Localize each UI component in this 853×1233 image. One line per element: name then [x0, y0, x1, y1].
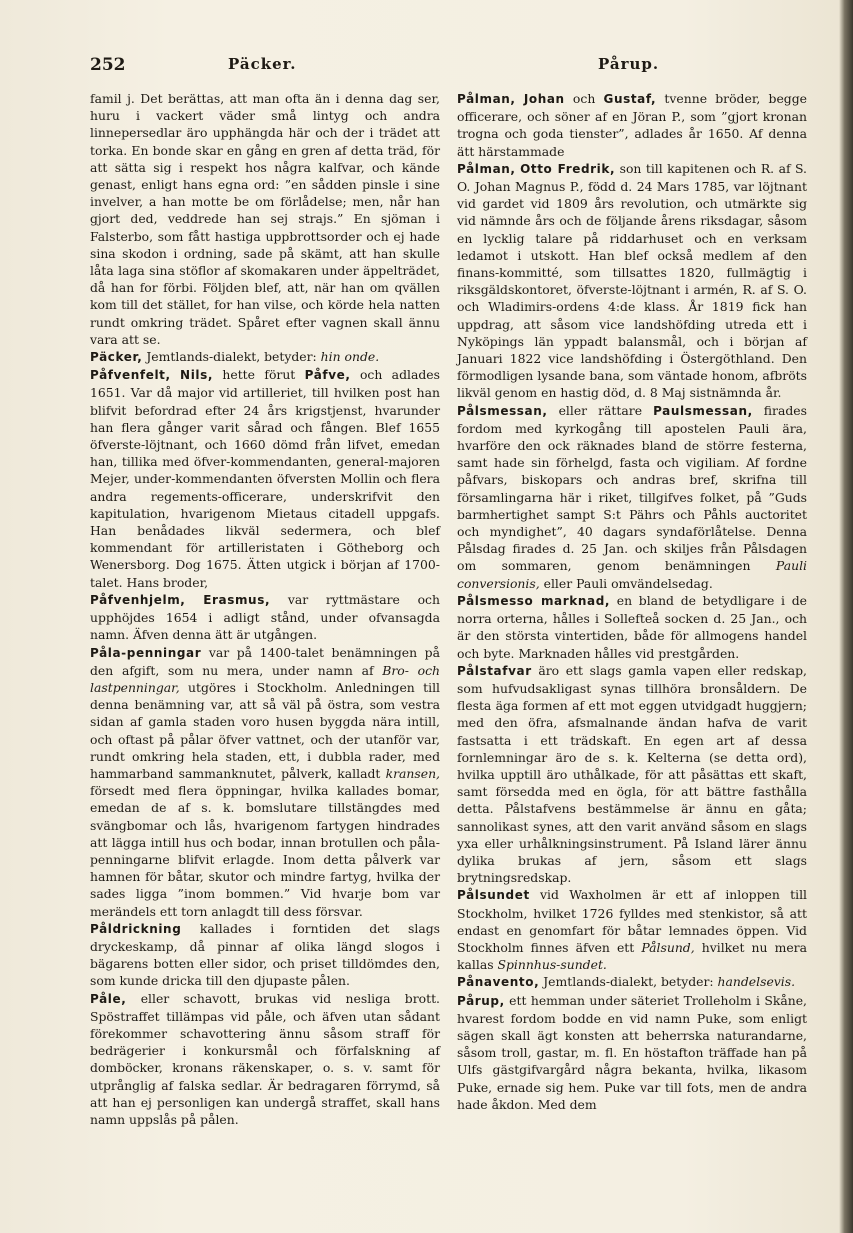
headword: Påfve,: [304, 368, 351, 383]
entry-palsundet: Pålsundet vid Waxholmen är ett af inloppen till Stockholm, hvilket 1726 fylldes med stenkistor, så att endast en genomfart för båtar lemnades öppen. Vid Stockholm finnes äfven ett Pålsund, hvilket nu mera kallas Spinnhus-sundet.: [457, 887, 807, 973]
running-head-left: Päcker.: [228, 55, 297, 73]
entry-palman-johan-gustaf: Pålman, Johan och Gustaf, tvenne bröder, begge officerare, och söner af en Jöran P., som ”gjort kronan trogna och goda tienster”, adlades år 1650. Af denna ätt härstammade: [457, 91, 807, 159]
headword: Pålsundet: [457, 888, 530, 903]
entry-palman-otto-fredrik: Pålman, Otto Fredrik, son till kapitenen och R. af S. O. Johan Magnus P., född d. 24 Mars 1785, var löjtnant vid gardet vid 1809 års revolution, och utmärkte sig vid nämnde års och de följande årens riksdagar, såsom en lycklig talare på riddarhuset och en verksam ledamot i utskott. Han blef också medlem af den finans-kommitté, som tillsattes 1820, fullmägtig i riksgäldskontoret, öfverste-löjtnant i armén, R. af S. O. och Wladimirs-ordens 4:de klass. År 1819 fick han uppdrag, att såsom vice landshöfding utreda ett i Nyköpings län yppadt balansmål, och i början af Januari 1822 vice landshöfding i Östergöthland. Den förmodligen lysande bana, som väntade honom, afbröts likväl genom en hastig död, d. 8 Maj sistnämnda år.: [457, 160, 807, 401]
left-column: [90, 90, 440, 1128]
entry-pale: Påle, eller schavott, brukas vid nesliga brott. Spöstraffet tillämpas vid påle, och äfven utan sådant förekommer schavottering ännu såsom straff för bedrägerier i konkursmål och förfalskning af domböcker, kronans räkenskaper, o. s. v. samt för utprånglig af falska sedlar. Är bedragaren förrymd, så att han ej personligen kan undergå straffet, skall hans namn uppslås på pålen.: [90, 990, 440, 1127]
entry-pafvenhjelm: Påfvenhjelm, Erasmus, var ryttmästare och upphöjdes 1654 i adligt stånd, under ofvansagda namn. Äfven denna ätt är utgången.: [90, 591, 440, 643]
entry-palsmessan: Pålsmessan, eller rättare Paulsmessan, firades fordom med kyrkogång till apostelen Pauli ära, hvarföre den ock räknades bland de större festerna, samt hade sin förhelgd, fasta och vigiliam. Af fordne påfvars, biskopars och andras bref, skrifna till församlingarna här i riket, tillgifves folket, på ”Guds barmhertighet sampt S:t Pährs och Påhls auctoritet och myndighet”, 40 dagars syndaförlåtelse. Denna Pålsdag firades d. 25 Jan. och skiljes från Pålsdagen om sommaren, genom benämningen Pauli conversionis, eller Pauli omvändelsedag.: [457, 402, 807, 591]
headword: Johan: [523, 92, 565, 106]
headword: Pålman,: [457, 161, 516, 176]
entry-pala-penningar: Påla-penningar var på 1400-talet benämningen på den afgift, som nu mera, under namn af Bro- och lastpenningar, utgöres i Stockholm. Anledningen till denna benämning var, att så väl på östra, som vestra sidan af gamla staden voro husen byggda nära intill, och oftast på pålar öfver vattnet, och der utanför var, rundt omkring hela staden, ett, i dubbla rader, med hammarband sammanknutet, pålverk, kalladt kransen, försedt med flera öppningar, hvilka kallades bomar, emedan de af s. k. bomslutare tillstängdes med svängbomar och lås, hvarigenom fartygen hindrades att lägga intill hus och bodar, innan brotullen och påla-penningarne blifvit erlagde. Inom detta pålverk var hamnen för båtar, skutor och mindre fartyg, hvilka der sades ligga ”inom bommen.” Vid hvarje bom var merändels ett torn anlagdt till dess försvar.: [90, 644, 440, 919]
headword: Pårup,: [457, 993, 505, 1008]
entry-paldrickning: Påldrickning kallades i forntiden det slags dryckeskamp, då pinnar af olika längd slogos i bägarens botten eller sidor, och priset tilldömdes den, som kunde dricka till den djupaste pålen.: [90, 920, 440, 989]
entry-panavento: Pånavento, Jemtlands-dialekt, betyder: handelsevis.: [457, 974, 796, 990]
headword: Påfvenfelt,: [90, 368, 171, 383]
entry-palsmesso-marknad: Pålsmesso marknad, en bland de betydligare i de norra orterna, hålles i Sollefteå socken d. 25 Jan., och är den största vintertiden, både för allmogens handel och byte. Marknaden hålles vid prestgården.: [457, 592, 807, 661]
headword: Pålsmessan,: [457, 403, 548, 418]
headword: Nils,: [180, 368, 214, 383]
headword: Otto Fredrik,: [520, 161, 616, 176]
page-number: 252: [90, 55, 126, 75]
running-head-right: Pårup.: [598, 55, 660, 73]
headword: Påle,: [90, 991, 127, 1006]
right-column: [457, 90, 807, 1113]
headword: Erasmus,: [203, 592, 271, 607]
headword: Pålstafvar: [457, 663, 532, 678]
entry-palstafvar: Pålstafvar äro ett slags gamla vapen eller redskap, som hufvudsakligast synas tillhöra bronsåldern. De flesta äga formen af ett mot eggen utvidgadt huggjern; med den öfra, afsmalnande ändan hafva de varit fastsatta i ett trädskaft. En egen art af dessa fornlemningar äro de s. k. Kelterna (se detta ord), hvilka upptill äro uthålkade, för att påsättas ett skaft, samt försedda med en ögla, för att bättre fasthålla detta. Pålstafvens bestämmelse är ännu en gåta; sannolikast synes, att den varit använd såsom en slags yxa eller urhålkningsinstrument. På Island lärer ännu dylika brukas af jern, såsom ett slags brytningsredskap.: [457, 662, 807, 886]
headword: Påldrickning: [90, 921, 182, 936]
continued-paragraph: famil j. Det berättas, att man ofta än i denna dag ser, huru i vackert väder små lintyg och andra linnepersedlar äro upphängda här och der i trädet att torka. En bonde skar en gång en gren af detta träd, för att sätta sig i respekt hos några kalfvar, och kände genast, enligt hans egna ord: ”en sådden pinsle i sine invelver, a han motte be om förlådelse; men, når han gjort ded, veddrede han sej strajs.” En sjöman i Falsterbo, som fått hastiga uppbrottsorder och ej hade sina skodon i ordning, sade på skämt, att han skulle låta laga sina stöflor af skomakaren under äppelträdet, då han for förbi. Följden blef, att, när han om qvällen kom till det stället, for han vilse, och körde hela natten rundt omkring trädet. Spåret efter vagnen skall ännu vara att se.: [90, 91, 440, 347]
headword: Paulsmessan,: [653, 403, 753, 418]
headword: Pålsmesso marknad,: [457, 593, 611, 608]
headword: Påfvenhjelm,: [90, 592, 186, 607]
headword: Påla-penningar: [90, 645, 202, 660]
page-header: [90, 55, 810, 81]
headword: Päcker,: [90, 350, 143, 365]
headword: Pålman,: [457, 92, 516, 106]
entry-pafvenfelt: Påfvenfelt, Nils, hette förut Påfve, och adlades 1651. Var då major vid artilleriet, till hvilken post han blifvit befordrad efter 24 års krigstjenst, hvarunder han flera gånger varit sårad och fången. Blef 1655 öfverste-löjtnant, och 1660 dömd från lifvet, emedan han, tillika med öfver-kommendanten, general-majoren Mejer, under-kommendanten öfversten Mollin och flera andra regements-officerare, underskrifvit den kapitulation, hvarigenom Mietaus citadell uppgafs. Han benådades likväl sedermera, och blef kommendant för artilleristaten i Götheborg och Wenersborg. Dog 1675. Ätten utgick i början af 1700-talet. Hans broder,: [90, 367, 440, 590]
headword: Pånavento,: [457, 975, 540, 990]
entry-parup: Pårup, ett hemman under säteriet Trolleholm i Skåne, hvarest fordom bodde en vid namn Puke, som enligt sägen skall ägt konsten att beherrska naturandarne, såsom troll, gastar, m. fl. En höstafton träffade han på Ulfs gästgifvargård några bekanta, hvilka, likasom Puke, ernade sig hem. Puke var till fots, men de andra hade åkdon. Med dem: [457, 992, 807, 1112]
entry-packer: Päcker, Jemtlands-dialekt, betyder: hin onde.: [90, 349, 380, 365]
headword: Gustaf,: [603, 92, 657, 106]
binding-edge: [839, 0, 853, 1233]
